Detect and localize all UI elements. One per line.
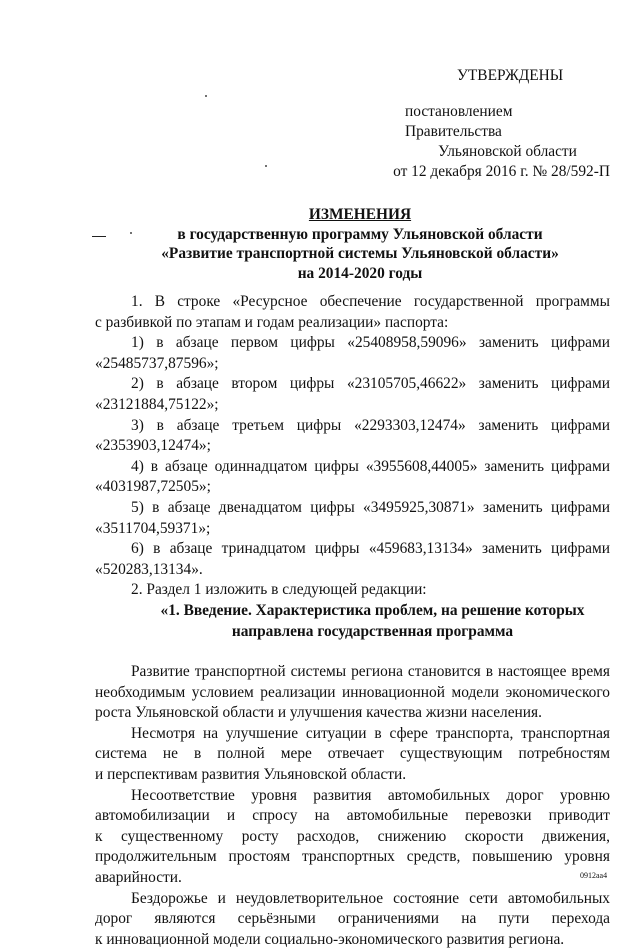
item-6-line-1: 6) в абзаце тринадцатом цифры «459683,13134» заменить цифрами bbox=[131, 540, 610, 558]
scan-speck bbox=[265, 165, 267, 167]
section-para-4-line-3: к инновационной модели социально-экономического развития региона. bbox=[95, 930, 565, 948]
decree-line-2: Ульяновской области bbox=[438, 143, 577, 160]
section-para-3-line-2: автомобилизации и спросу на автомобильные перевозки приводит bbox=[95, 807, 610, 825]
section-para-1-line-1: Развитие транспортной системы региона становится в настоящее время bbox=[131, 663, 610, 681]
section-title-line-2: направлена государственная программа bbox=[231, 622, 514, 640]
item-3-line-2: «2353903,12474»; bbox=[95, 437, 211, 455]
scan-speck bbox=[205, 95, 207, 97]
item-5-line-2: «3511704,59371»; bbox=[95, 519, 211, 537]
title-line-3: «Развитие транспортной системы Ульяновской области» bbox=[161, 245, 559, 262]
item-1-line-1: 1) в абзаце первом цифры «25408958,59096» заменить цифрами bbox=[131, 334, 610, 352]
decree-reference bbox=[385, 102, 610, 182]
amendments-body bbox=[95, 292, 610, 950]
paragraph-2: 2. Раздел 1 изложить в следующей редакции: bbox=[131, 581, 427, 599]
item-4-line-2: «4031987,72505»; bbox=[95, 478, 211, 496]
item-5-line-1: 5) в абзаце двенадцатом цифры «3495925,30871» заменить цифрами bbox=[131, 498, 610, 516]
decree-line-1: постановлением Правительства bbox=[405, 103, 513, 140]
item-4-line-1: 4) в абзаце одиннадцатом цифры «3955608,44005» заменить цифрами bbox=[131, 457, 610, 475]
section-para-2-line-1: Несмотря на улучшение ситуации в сфере транспорта, транспортная bbox=[131, 724, 610, 742]
section-para-1-line-2: необходимым условием реализации инновационной модели экономического bbox=[95, 683, 610, 701]
section-para-4-line-2: дорог являются серьёзными ограничениями на пути перехода bbox=[95, 910, 610, 928]
item-2-line-2: «23121884,75122»; bbox=[95, 395, 219, 413]
section-title-line-1: «1. Введение. Характеристика проблем, на решение которых bbox=[160, 601, 585, 619]
title-line-2: в государственную программу Ульяновской области bbox=[177, 225, 543, 243]
section-para-1-line-3: роста Ульяновской области и улучшения качества жизни населения. bbox=[95, 704, 542, 722]
title-line-4: на 2014-2020 годы bbox=[297, 264, 423, 282]
section-para-4-line-1: Бездорожье и неудовлетворительное состояние сети автомобильных bbox=[131, 889, 610, 907]
section-para-2-line-2: система не в полной мере отвечает существующим потребностям bbox=[95, 745, 610, 763]
item-6-line-2: «520283,13134». bbox=[95, 560, 203, 578]
section-para-3-line-3: к существенному росту расходов, снижению скорости движения, bbox=[95, 827, 610, 845]
document-title bbox=[100, 205, 620, 283]
title-line-1: ИЗМЕНЕНИЯ bbox=[308, 206, 412, 223]
document-code: 0912аа4 bbox=[580, 871, 608, 880]
decree-line-3: от 12 декабря 2016 г. № 28/592-П bbox=[393, 163, 610, 180]
section-para-3-line-5: аварийности. bbox=[95, 869, 182, 887]
item-2-line-1: 2) в абзаце втором цифры «23105705,46622» заменить цифрами bbox=[131, 375, 610, 393]
item-1-line-2: «25485737,87596»; bbox=[95, 354, 219, 372]
section-para-3-line-4: продолжительным простоям транспортных средств, повышению уровня bbox=[95, 848, 610, 866]
section-para-2-line-3: и перспективам развития Ульяновской области. bbox=[95, 766, 407, 784]
item-3-line-1: 3) в абзаце третьем цифры «2293303,12474» заменить цифрами bbox=[131, 416, 610, 434]
paragraph-1-line-2: с разбивкой по этапам и годам реализации» паспорта: bbox=[95, 313, 449, 331]
approved-heading: УТВЕРЖДЕНЫ bbox=[457, 67, 564, 84]
section-para-3-line-1: Несоответствие уровня развития автомобильных дорог уровню bbox=[131, 786, 610, 804]
paragraph-1-line-1: 1. В строке «Ресурсное обеспечение государственной программы bbox=[131, 293, 610, 310]
